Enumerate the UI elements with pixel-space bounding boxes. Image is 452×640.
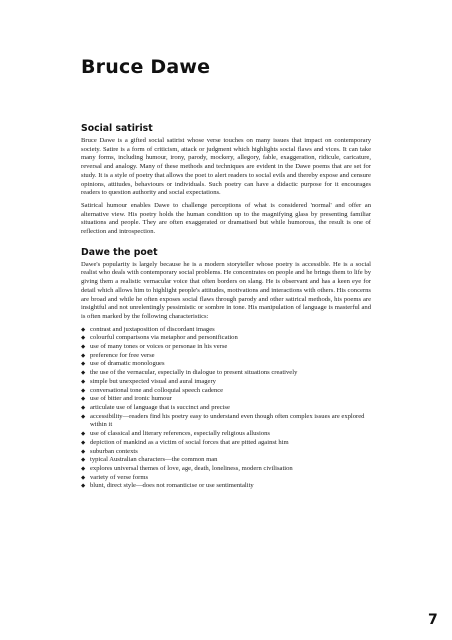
page-title: Bruce Dawe bbox=[81, 56, 211, 78]
list-item: ◆ variety of verse forms bbox=[81, 474, 371, 483]
section-heading-dawe-the-poet: Dawe the poet bbox=[81, 246, 158, 258]
page-content bbox=[81, 123, 371, 491]
list-item: ◆ use of dramatic monologues bbox=[81, 360, 371, 369]
list-item: ◆ blunt, direct style—does not romanticise or use sentimentality bbox=[81, 482, 371, 491]
paragraph: Bruce Dawe is a gifted social satirist whose verse touches on many issues that impact on contemporary society. Satire is a form of criticism, attack or judgment which highlights social flaws and vices. It can take many forms, including humour, irony, parody, mockery, allegory, fable, exaggeration, ridicule, caricature, reversal and analogy. Many of these methods and techniques are evident in the Dawe poems that are set for study. It is a style of poetry that allows the poet to alert readers to social evils and thereby expose and censure opinions, attitudes, behaviours or individuals. Such poetry can have a didactic purpose for it encourages readers to question authority and social expectations. bbox=[81, 137, 371, 197]
list-item: ◆ articulate use of language that is succinct and precise bbox=[81, 404, 371, 413]
list-item: ◆ use of classical and literary references, especially religious allusions bbox=[81, 430, 371, 439]
list-item: ◆ use of bitter and ironic humour bbox=[81, 395, 371, 404]
list-item: ◆ conversational tone and colloquial speech cadence bbox=[81, 387, 371, 396]
list-item: ◆ depiction of mankind as a victim of social forces that are pitted against him bbox=[81, 439, 371, 448]
list-item: ◆ use of many tones or voices or personae in his verse bbox=[81, 343, 371, 352]
list-item: ◆ preference for free verse bbox=[81, 352, 371, 361]
list-item: ◆ the use of the vernacular, especially in dialogue to present situations creatively bbox=[81, 369, 371, 378]
list-item: ◆ contrast and juxtaposition of discordant images bbox=[81, 326, 371, 335]
list-item: ◆ colourful comparisons via metaphor and personification bbox=[81, 334, 371, 343]
list-item: ◆ suburban contexts bbox=[81, 448, 371, 457]
list-item: ◆ explores universal themes of love, age, death, loneliness, modern civilisation bbox=[81, 465, 371, 474]
list-item: ◆ simple but unexpected visual and aural imagery bbox=[81, 378, 371, 387]
list-item: ◆ typical Australian characters—the common man bbox=[81, 456, 371, 465]
paragraph: Satirical humour enables Dawe to challenge perceptions of what is considered 'normal' and offer an alternative view. His poetry holds the human condition up to the magnifying glass by presenting familiar situations and people. They are often exaggerated or dramatised but while humorous, the result is one of reflection and introspection. bbox=[81, 201, 371, 236]
list-item: ◆ accessibility—readers find his poetry easy to understand even though often complex issues are explored within it bbox=[81, 413, 371, 430]
characteristics-list bbox=[81, 326, 371, 491]
paragraph: Dawe's popularity is largely because he is a modern storyteller whose poetry is accessible. He is a social realist who deals with contemporary social problems. He concentrates on people and he brings them to life by giving them a realistic vernacular voice that often borders on slang. He is observant and has a keen eye for detail which allows him to highlight people's attitudes, motivations and interactions with others. His concerns are broad and while he often exposes social flaws through parody and other satirical methods, his poems are insightful and not unrelentingly pessimistic or sombre in tone. His manipulation of language is masterful and is often marked by the following characteristics: bbox=[81, 260, 371, 320]
page-number: 7 bbox=[428, 612, 438, 628]
section-heading-social-satirist: Social satirist bbox=[81, 123, 153, 134]
